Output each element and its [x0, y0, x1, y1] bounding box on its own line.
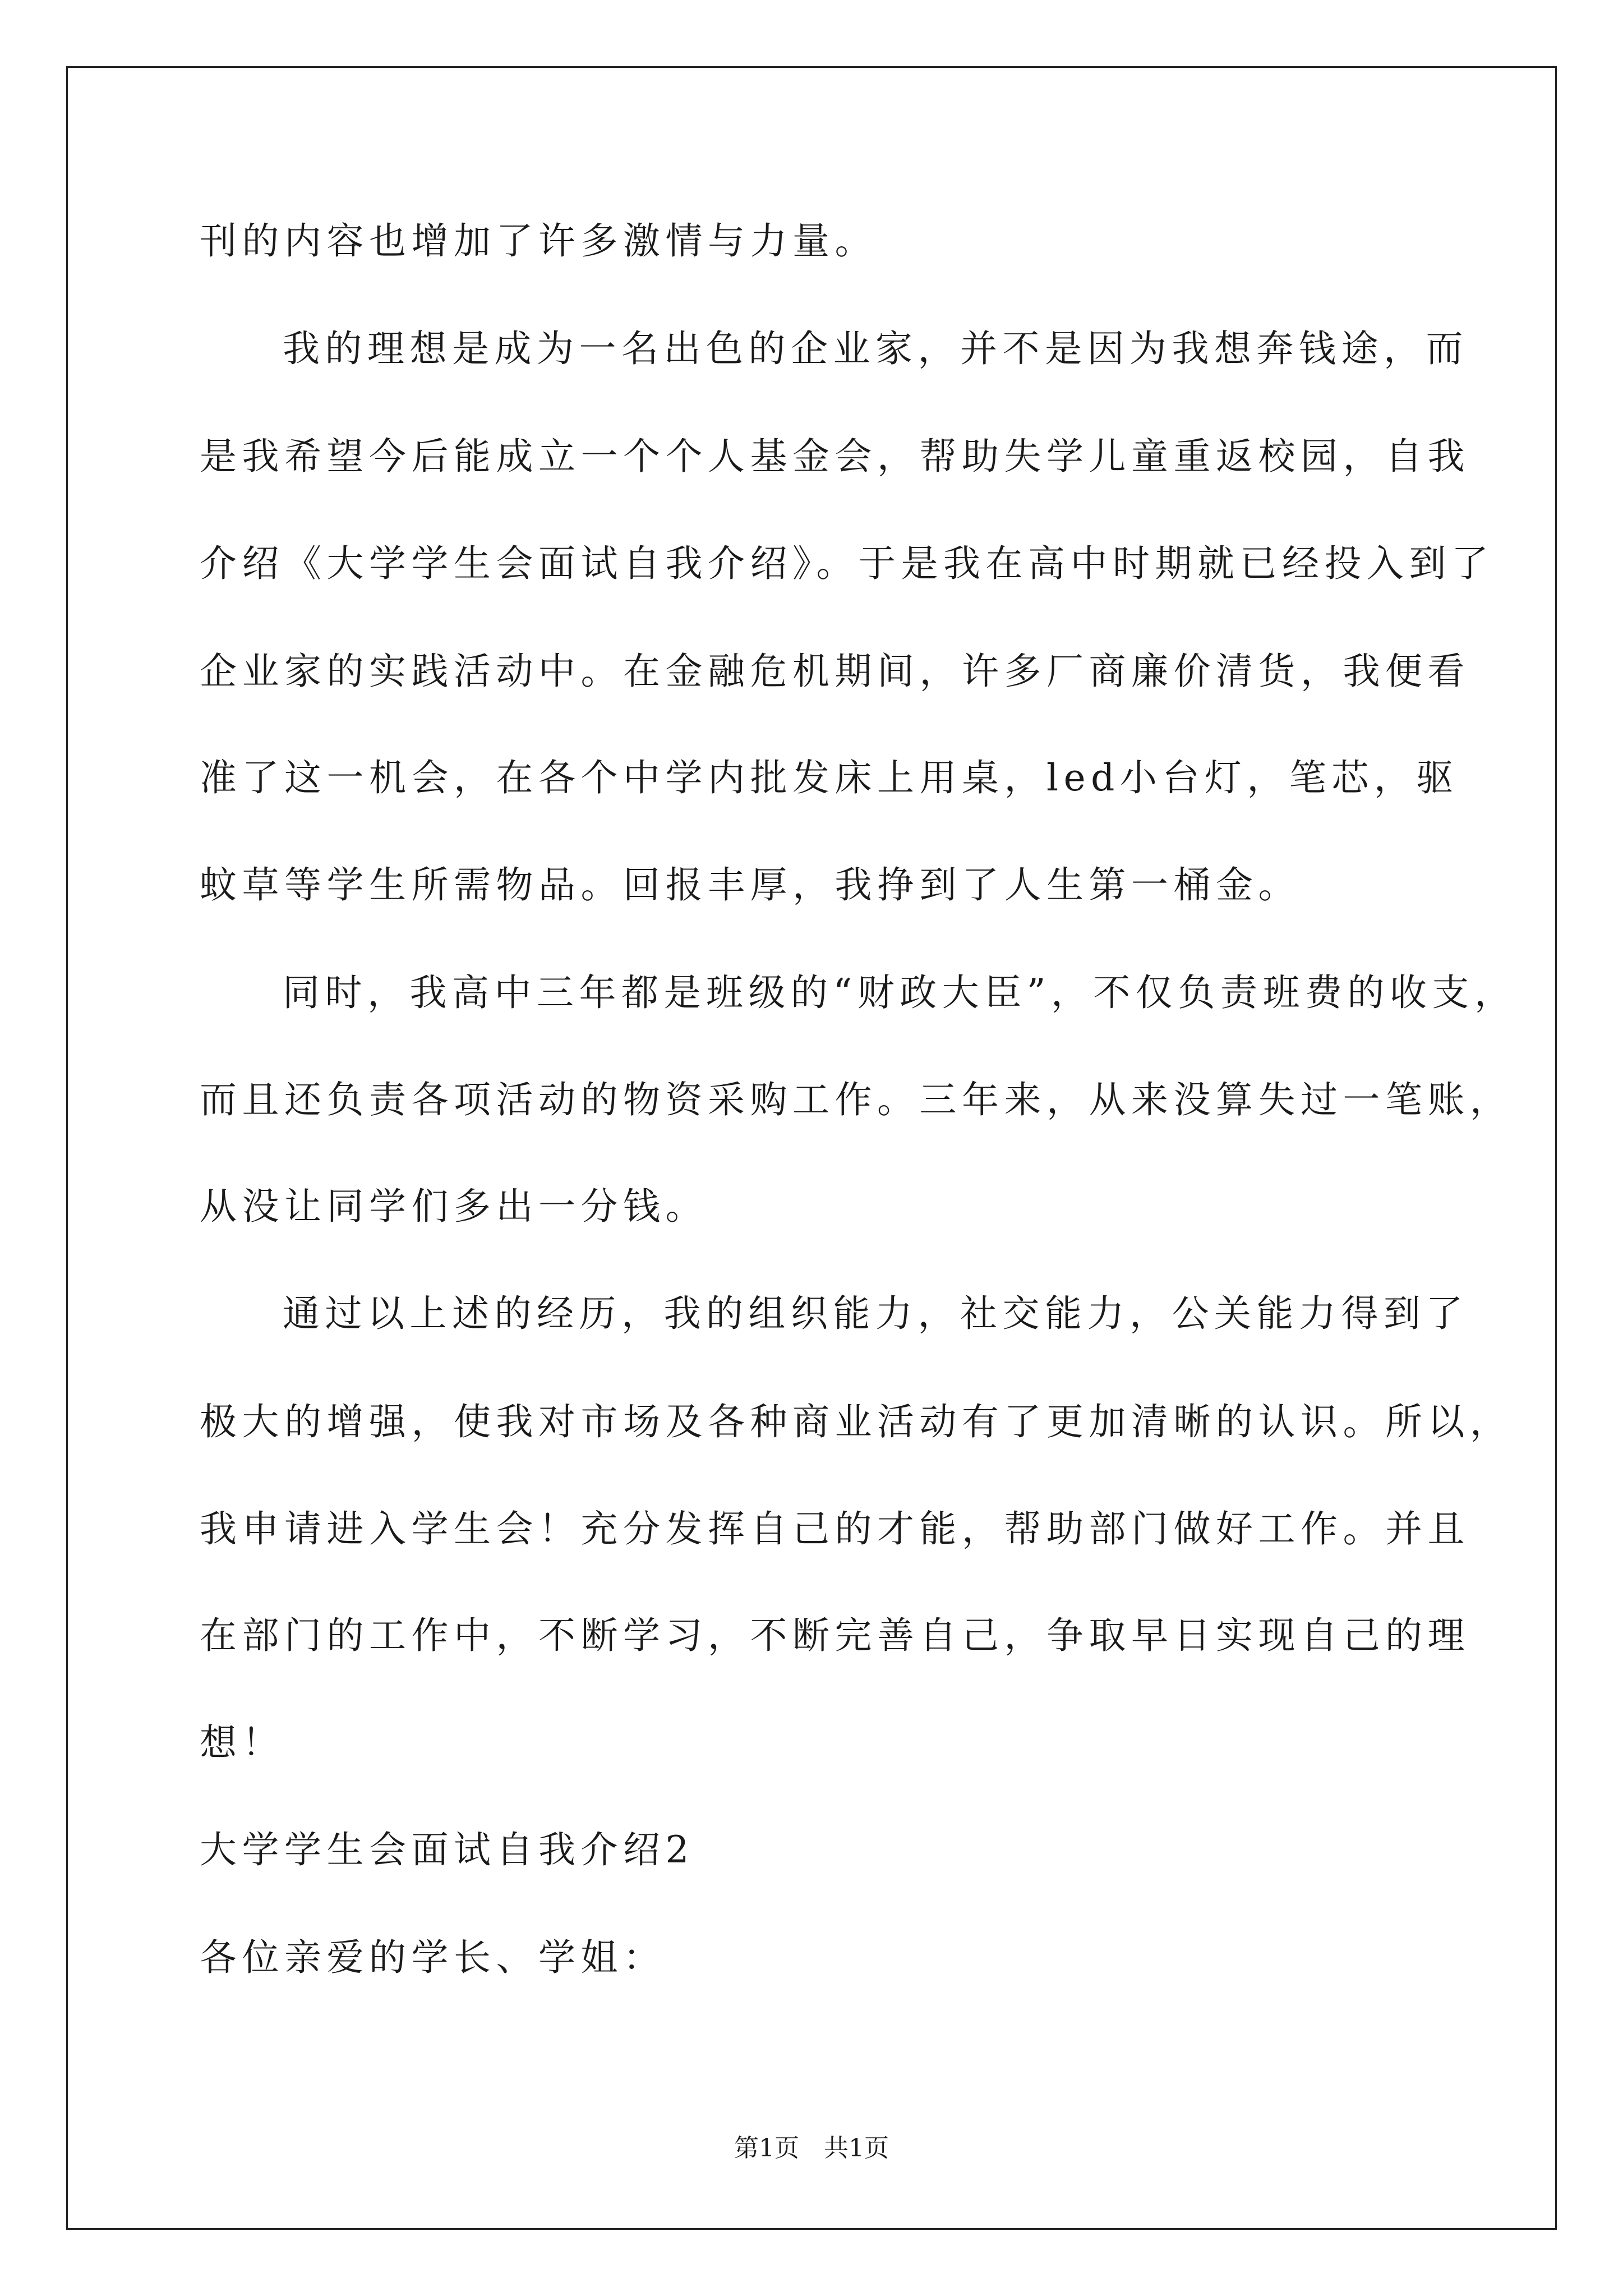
text-line: 从没让同学们多出一分钱。 — [200, 1185, 708, 1228]
text-line: 我申请进入学生会！充分发挥自己的才能，帮助部门做好工作。并且 — [200, 1507, 1470, 1550]
paragraph-first-line: 同时，我高中三年都是班级的“财政大臣”，不仅负责班费的收支， — [283, 971, 1517, 1014]
text-line: 企业家的实践活动中。在金融危机期间，许多厂商廉价清货，我便看 — [200, 650, 1470, 693]
text-line: 而且还负责各项活动的物资采购工作。三年来，从来没算失过一笔账， — [200, 1078, 1513, 1121]
page-border — [66, 66, 1557, 2230]
text-line: 是我希望今后能成立一个个人基金会，帮助失学儿童重返校园，自我 — [200, 435, 1470, 478]
paragraph-first-line: 通过以上述的经历，我的组织能力，社交能力，公关能力得到了 — [283, 1292, 1468, 1335]
text-line: 准了这一机会，在各个中学内批发床上用桌，led小台灯，笔芯，驱 — [200, 756, 1459, 799]
text-line: 在部门的工作中，不断学习，不断完善自己，争取早日实现自己的理 — [200, 1614, 1470, 1657]
salutation: 各位亲爱的学长、学姐： — [200, 1936, 666, 1979]
paragraph-first-line: 我的理想是成为一名出色的企业家，并不是因为我想奔钱途，而 — [283, 327, 1468, 370]
page-number-footer: 第1页 共1页 — [734, 2134, 889, 2162]
text-line: 介绍《大学学生会面试自我介绍》。于是我在高中时期就已经投入到了 — [200, 542, 1494, 585]
text-line: 刊的内容也增加了许多激情与力量。 — [200, 219, 877, 263]
text-line: 蚊草等学生所需物品。回报丰厚，我挣到了人生第一桶金。 — [200, 863, 1301, 907]
section-heading: 大学学生会面试自我介绍2 — [200, 1828, 694, 1871]
text-line: 极大的增强，使我对市场及各种商业活动有了更加清晰的认识。所以， — [200, 1400, 1513, 1443]
text-line: 想！ — [200, 1721, 284, 1764]
